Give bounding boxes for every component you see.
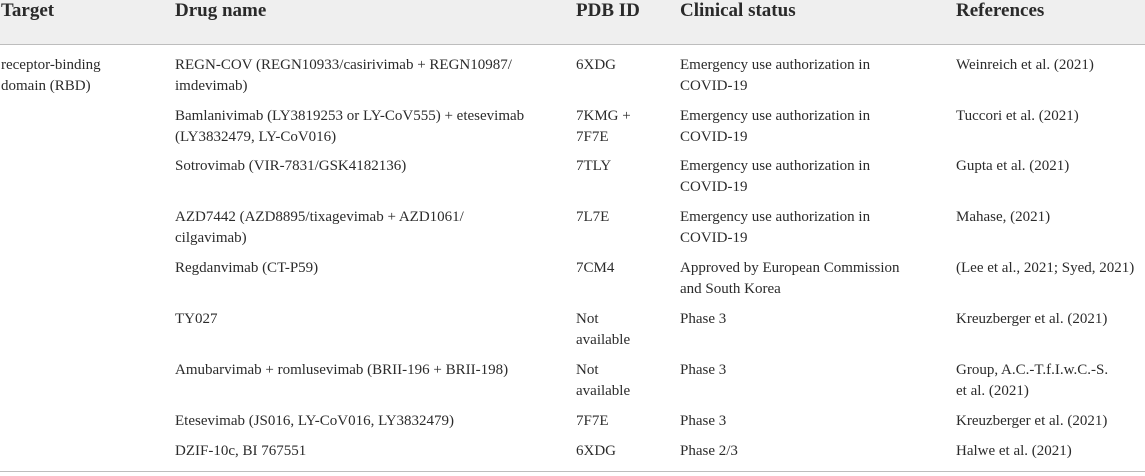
pdb-id-cell: 7KMG + 7F7E: [576, 108, 631, 145]
header-pdb-id: PDB ID: [576, 0, 640, 21]
pdb-id-cell: 7L7E: [576, 209, 610, 225]
clinical-status-cell: Emergency use authorization in COVID-19: [680, 57, 871, 94]
drug-name-cell: AZD7442 (AZD8895/tixagevimab + AZD1061/ cilgavimab): [175, 209, 464, 246]
pdb-id-cell: 7TLY: [576, 158, 612, 174]
drug-name-cell: Amubarvimab + romlusevimab (BRII-196 + BRII-198): [175, 362, 509, 378]
header-references: References: [956, 0, 1045, 21]
clinical-status-cell: Phase 2/3: [680, 443, 738, 459]
clinical-status-cell: Approved by European Commission and South Korea: [680, 260, 900, 297]
pdb-id-cell: Not available: [576, 311, 631, 348]
reference-cell: Weinreich et al. (2021): [956, 57, 1094, 73]
drug-name-cell: Bamlanivimab (LY3819253 or LY-CoV555) + etesevimab (LY3832479, LY-CoV016): [175, 108, 525, 145]
reference-cell: Kreuzberger et al. (2021): [956, 413, 1108, 429]
reference-cell: (Lee et al., 2021; Syed, 2021): [956, 260, 1135, 276]
table-bottom-rule: [0, 471, 1145, 472]
header-target: Target: [1, 0, 55, 21]
clinical-status-cell: Emergency use authorization in COVID-19: [680, 108, 871, 145]
pdb-id-cell: 6XDG: [576, 443, 616, 459]
header-clinical-status: Clinical status: [680, 0, 796, 21]
clinical-status-cell: Emergency use authorization in COVID-19: [680, 209, 871, 246]
pdb-id-cell: Not available: [576, 362, 631, 399]
drug-name-cell: Etesevimab (JS016, LY-CoV016, LY3832479): [175, 413, 455, 429]
drug-name-cell: Regdanvimab (CT-P59): [175, 260, 319, 276]
table-header: [0, 0, 1145, 45]
table-body: [0, 45, 1145, 471]
clinical-status-cell: Phase 3: [680, 362, 727, 378]
pdb-id-cell: 7CM4: [576, 260, 615, 276]
header-drug-name: Drug name: [175, 0, 267, 21]
reference-cell: Gupta et al. (2021): [956, 158, 1070, 174]
drug-name-cell: DZIF-10c, BI 767551: [175, 443, 307, 459]
reference-cell: Mahase, (2021): [956, 209, 1051, 225]
reference-cell: Group, A.C.-T.f.I.w.C.-S. et al. (2021): [956, 362, 1109, 399]
pdb-id-cell: 6XDG: [576, 57, 616, 73]
reference-cell: Tuccori et al. (2021): [956, 108, 1079, 124]
drug-name-cell: TY027: [175, 311, 218, 327]
target-cell: receptor-binding domain (RBD): [1, 57, 101, 94]
clinical-status-cell: Phase 3: [680, 311, 727, 327]
clinical-status-cell: Phase 3: [680, 413, 727, 429]
clinical-status-cell: Emergency use authorization in COVID-19: [680, 158, 871, 195]
drug-name-cell: REGN-COV (REGN10933/casirivimab + REGN10987/ imdevimab): [175, 57, 512, 94]
reference-cell: Halwe et al. (2021): [956, 443, 1072, 459]
pdb-id-cell: 7F7E: [576, 413, 609, 429]
drug-name-cell: Sotrovimab (VIR-7831/GSK4182136): [175, 158, 407, 174]
reference-cell: Kreuzberger et al. (2021): [956, 311, 1108, 327]
